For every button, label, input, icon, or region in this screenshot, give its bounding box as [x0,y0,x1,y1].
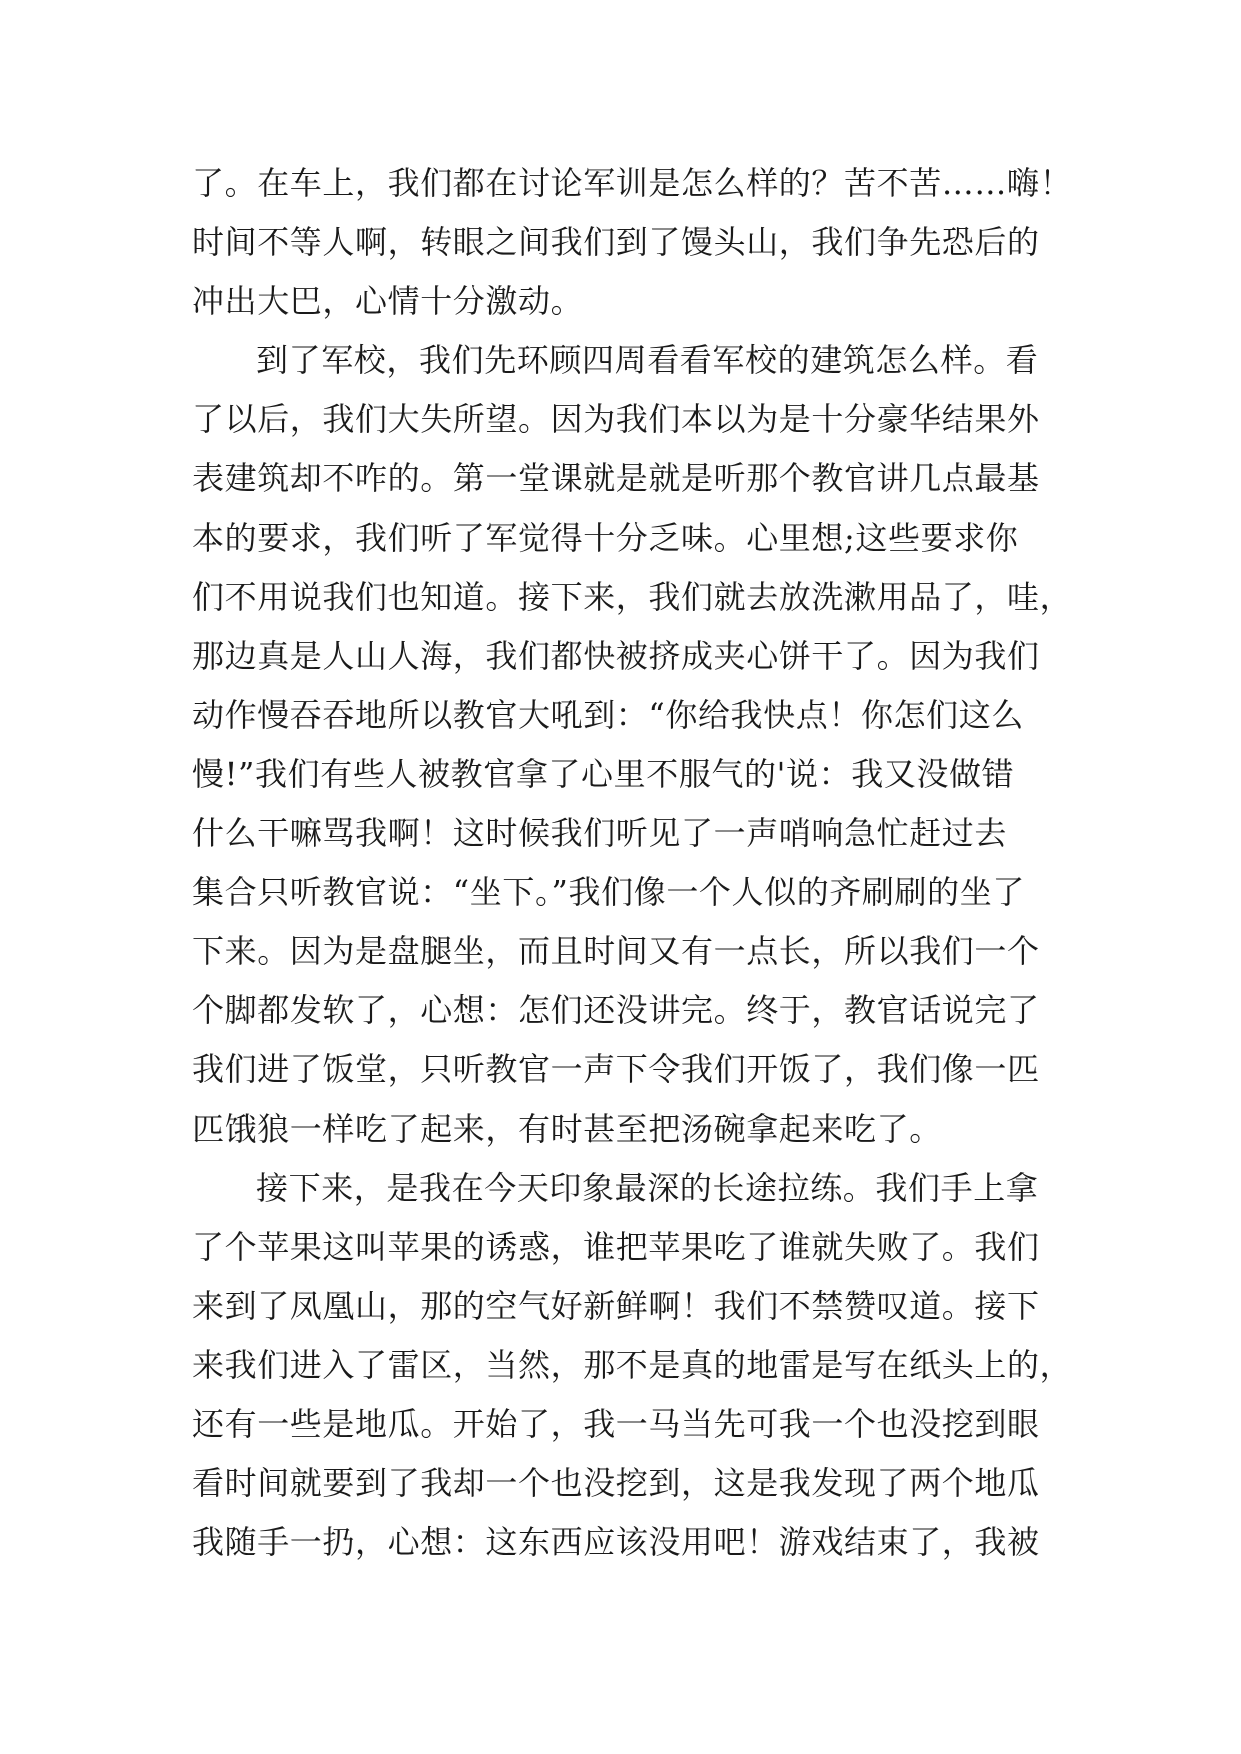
text-line: 冲出大巴，心情十分激动。 [192,282,584,321]
text-line: 了个苹果这叫苹果的诱惑，谁把苹果吃了谁就失败了。我们 [192,1227,1040,1266]
text-line: 到了军校，我们先环顾四周看看军校的建筑怎么样。看 [256,341,1039,380]
text-line: 了以后，我们大失所望。因为我们本以为是十分豪华结果外 [192,400,1040,439]
text-line: 那边真是人山人海，我们都快被挤成夹心饼干了。因为我们 [192,636,1040,675]
text-line: 们不用说我们也知道。接下来，我们就去放洗漱用品了，哇， [192,577,1073,616]
text-line: 看时间就要到了我却一个也没挖到，这是我发现了两个地瓜 [192,1464,1040,1503]
text-line: 匹饿狼一样吃了起来，有时甚至把汤碗拿起来吃了。 [192,1109,942,1148]
text-line: 来到了凤凰山，那的空气好新鲜啊！我们不禁赞叹道。接下 [192,1286,1040,1325]
text-line: 接下来，是我在今天印象最深的长途拉练。我们手上拿 [256,1168,1039,1207]
text-line: 个脚都发软了，心想：怎们还没讲完。终于，教官话说完了 [192,991,1040,1030]
text-line: 了。在车上，我们都在讨论军训是怎么样的？苦不苦……嗨！ [192,164,1073,202]
text-line: 下来。因为是盘腿坐，而且时间又有一点长，所以我们一个 [192,932,1040,971]
text-line: 还有一些是地瓜。开始了，我一马当先可我一个也没挖到眼 [192,1404,1040,1443]
text-line: 我随手一扔，心想：这东西应该没用吧！游戏结束了，我被 [192,1523,1040,1562]
text-line: 本的要求，我们听了军觉得十分乏味。心里想;这些要求你 [192,518,1019,557]
text-line: 时间不等人啊，转眼之间我们到了馒头山，我们争先恐后的 [192,223,1040,262]
text-line: 什么干嘛骂我啊！这时候我们听见了一声哨响急忙赶过去 [192,814,1008,853]
text-line: 表建筑却不咋的。第一堂课就是就是听那个教官讲几点最基 [192,459,1040,498]
text-line: 我们进了饭堂，只听教官一声下令我们开饭了，我们像一匹 [192,1050,1040,1089]
body-text [192,154,1073,1572]
text-line: 慢!”我们有些人被教官拿了心里不服气的'说：我又没做错 [192,754,1015,793]
text-line: 集合只听教官说：“坐下。”我们像一个人似的齐刷刷的坐了 [192,873,1025,912]
text-line: 动作慢吞吞地所以教官大吼到：“你给我快点！你怎们这么 [192,695,1024,734]
text-line: 来我们进入了雷区，当然，那不是真的地雷是写在纸头上的， [192,1345,1073,1384]
